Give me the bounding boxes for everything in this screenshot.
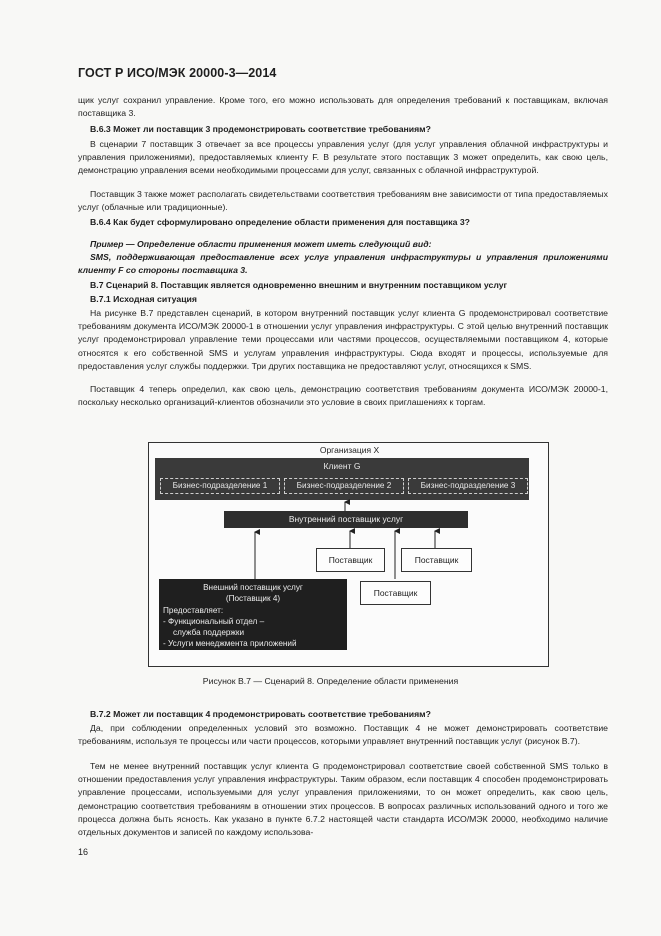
section-heading-b72: B.7.2 Может ли поставщик 4 продемонстрировать соответствие требованиям?: [90, 709, 431, 719]
section-heading-b7: B.7 Сценарий 8. Поставщик является одновременно внешним и внутренним поставщиком услуг: [90, 280, 508, 290]
section-heading-b63: B.6.3 Может ли поставщик 3 продемонстрировать соответствие требованиям?: [90, 124, 431, 134]
business-unit-2: Бизнес-подразделение 2: [284, 478, 404, 494]
supplier-box-2: Поставщик: [360, 581, 431, 605]
client-g-title: Клиент G: [323, 461, 361, 471]
organization-x-title: Организация X: [319, 445, 380, 455]
paragraph-b72-2: Тем не менее внутренний поставщик услуг клиента G продемонстрировал соответствие своей собственной SMS только в отношении предоставления услуг управления инфраструктуры. Таким образом, если поставщик 4 способен продемонстрировать управление процессами, используемыми для услуг управления приложениями, то он может определить, как свою цель, демонстрацию соответствия требованиям в отношении этих процессов. В вопросах различных использований одного и того же процесса должна быть ясность. Как указано в пункте 6.7.2 настоящей части стандарта ИСО/МЭК 20000, необходимо наличие отдельных документов и записей по каждому использова-: [78, 761, 608, 838]
paragraph-b63-1: В сценарии 7 поставщик 3 отвечает за все процессы управления услуг (для услуг управления облачной инфраструктуры и управления приложениями), предоставляемых клиенту F. В результате этого поставщик 3 может определить, как свою цель, демонстрацию управления всеми необходимыми процессами для услуг, связанных с облачной инфраструктурой.: [78, 139, 608, 176]
provides-item-1b: служба поддержки: [173, 628, 245, 637]
internal-provider-box: Внутренний поставщик услуг: [224, 511, 468, 528]
paragraph-continuation: щик услуг сохранил управление. Кроме того, его можно использовать для определения требований к поставщикам, включая поставщика 3.: [78, 95, 608, 119]
section-heading-b64: B.6.4 Как будет сформулировано определение области применения для поставщика 3?: [90, 217, 470, 227]
external-provider-box: [159, 579, 347, 650]
provides-label: Предоставляет:: [163, 606, 224, 615]
document-header: ГОСТ Р ИСО/МЭК 20000-3—2014: [78, 66, 277, 80]
business-unit-1: Бизнес-подразделение 1: [160, 478, 280, 494]
page-number: 16: [78, 847, 89, 857]
example-line-1: Пример — Определение области применения может иметь следующий вид:: [90, 239, 432, 249]
paragraph-b63-2: Поставщик 3 также может располагать свидетельствами соответствия требованиям вне зависимости от типа предоставляемых услуг (облачные или традиционные).: [78, 189, 608, 213]
provides-item-2: - Услуги менеджмента приложений: [163, 639, 297, 648]
paragraph-b71-1: На рисунке B.7 представлен сценарий, в котором внутренний поставщик услуг клиента G продемонстрировал соответствие требованиям документа ИСО/МЭК 20000-1 в отношении услуг управления инфраструктуры. С этой целью внутренний поставщик услуг продемонстрировал управление теми процессами или частями процессов, осуществляемыми поставщиком 4, которые относятся к его собственной SMS и услугам управления инфраструктуры. Сюда входят и процессы, используемые для предоставления услуг службы поддержки. Три других поставщика не предоставляют услуг, относящихся к SMS.: [78, 308, 608, 371]
business-unit-3: Бизнес-подразделение 3: [408, 478, 528, 494]
paragraph-b72-1: Да, при соблюдении определенных условий это возможно. Поставщик 4 не может демонстрировать соответствие требованиям, используя те процессы или части процессов, которыми управляет внутренний поставщик услуг (рисунок B.7).: [78, 723, 608, 747]
external-provider-title-1: Внешний поставщик услуг: [203, 583, 303, 592]
example-line-2: SMS, поддерживающая предоставление всех услуг управления инфраструктуры и управления приложениями клиенту F со стороны поставщика 3.: [78, 252, 608, 276]
external-provider-title-2: (Поставщик 4): [225, 594, 281, 603]
figure-caption: Рисунок B.7 — Сценарий 8. Определение области применения: [202, 676, 459, 686]
provides-item-1: - Функциональный отдел –: [163, 617, 265, 626]
supplier-box-1: Поставщик: [316, 548, 385, 572]
section-heading-b71: B.7.1 Исходная ситуация: [90, 294, 197, 304]
paragraph-b71-2: Поставщик 4 теперь определил, как свою цель, демонстрацию соответствия требованиям документа ИСО/МЭК 20000-1, поскольку несколько организаций-клиентов обозначили это условие в своих приглашениях к торгам.: [78, 384, 608, 408]
supplier-box-3: Поставщик: [401, 548, 472, 572]
